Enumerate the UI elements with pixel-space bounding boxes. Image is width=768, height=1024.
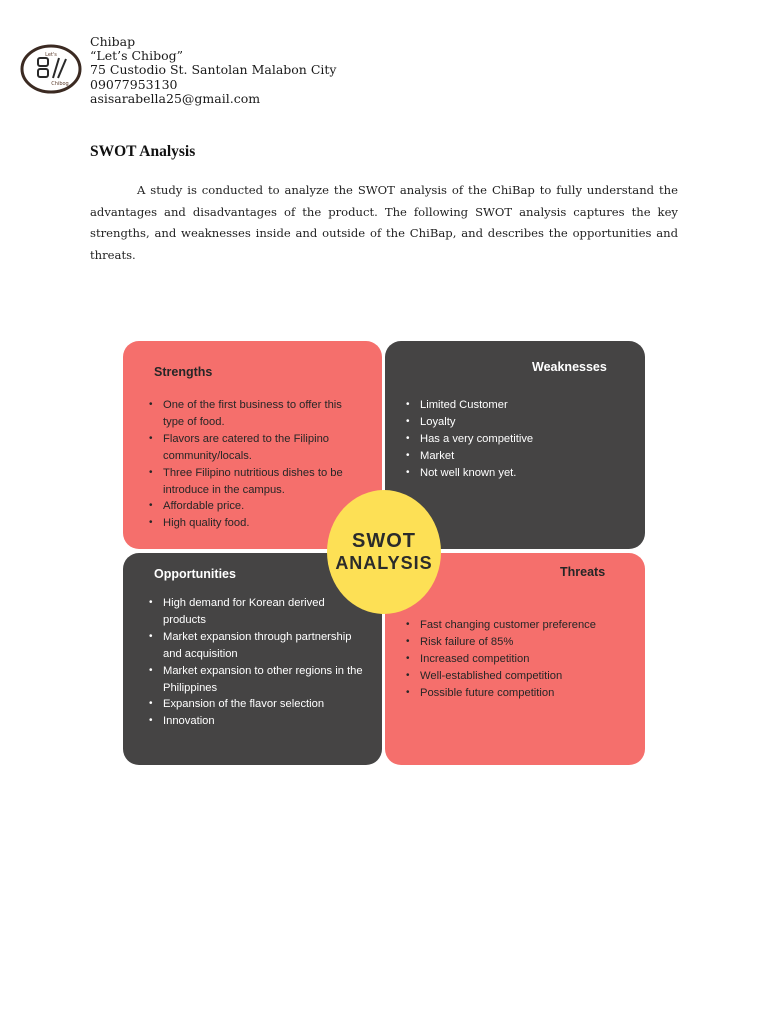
list-item-text: Market expansion to other regions in the Philippines <box>163 664 363 694</box>
list-item <box>149 498 349 515</box>
list-item <box>149 515 349 532</box>
bullet-icon: • <box>149 500 153 512</box>
bullet-icon: • <box>406 432 410 444</box>
list-item <box>406 465 626 482</box>
bullet-icon: • <box>149 597 153 608</box>
bullet-icon: • <box>406 619 410 630</box>
list-item-text: Well-established competition <box>420 669 563 682</box>
list-item <box>406 668 606 685</box>
bullet-icon: • <box>406 415 410 427</box>
company-tagline: “Let’s Chibog” <box>90 48 184 64</box>
list-item <box>406 651 606 668</box>
swot-diagram <box>120 338 648 768</box>
company-name: Chibap <box>90 34 136 49</box>
bullet-icon: • <box>149 630 153 642</box>
bullet-icon: • <box>406 669 410 681</box>
opportunities-list <box>149 595 364 730</box>
bullet-icon: • <box>406 652 410 664</box>
list-item-text: Expansion of the flavor selection <box>163 698 325 711</box>
list-item <box>406 414 626 431</box>
document-title: SWOT Analysis <box>90 143 196 160</box>
opportunities-heading: Opportunities <box>154 567 236 581</box>
list-item <box>149 431 349 465</box>
list-item-text: Market expansion through partnership and acquisition <box>163 630 352 660</box>
letterhead <box>90 35 336 106</box>
bullet-icon: • <box>149 517 153 529</box>
list-item <box>406 431 626 448</box>
list-item <box>149 663 364 697</box>
list-item <box>406 634 606 651</box>
list-item-text: Three Filipino nutritious dishes to be introduce in the campus. <box>163 466 343 496</box>
swot-center-line2: ANALYSIS <box>335 553 433 573</box>
strengths-heading: Strengths <box>154 365 213 379</box>
list-item <box>149 713 364 730</box>
list-item-text: Increased competition <box>420 652 530 665</box>
list-item <box>406 617 606 634</box>
bullet-icon: • <box>406 466 410 478</box>
swot-center-circle <box>327 490 441 614</box>
list-item <box>149 465 349 499</box>
list-item-text: Has a very competitive <box>420 432 534 445</box>
list-item-text: High quality food. <box>163 517 250 530</box>
bullet-icon: • <box>149 466 153 478</box>
list-item-text: Fast changing customer preference <box>420 619 596 631</box>
bullet-icon: • <box>406 399 410 410</box>
list-item-text: Affordable price. <box>163 500 245 513</box>
weaknesses-list <box>406 397 626 482</box>
bullet-icon: • <box>406 635 410 647</box>
threats-heading: Threats <box>560 565 606 579</box>
list-item-text: Risk failure of 85% <box>420 635 514 648</box>
list-item-text: One of the first business to offer this type of food. <box>163 399 342 428</box>
company-address: 75 Custodio St. Santolan Malabon City <box>90 62 337 78</box>
list-item-text: Innovation <box>163 715 215 728</box>
bullet-icon: • <box>149 399 153 410</box>
strengths-list <box>149 397 349 532</box>
swot-center-line1: SWOT <box>352 530 416 552</box>
bullet-icon: • <box>149 698 153 710</box>
list-item-text: Loyalty <box>420 415 456 428</box>
bullet-icon: • <box>406 686 410 698</box>
list-item <box>406 685 606 702</box>
list-item-text: Market <box>420 449 455 462</box>
bullet-icon: • <box>149 432 153 444</box>
list-item-text: Possible future competition <box>420 686 555 699</box>
list-item <box>149 629 364 663</box>
list-item <box>149 397 349 431</box>
intro-paragraph: A study is conducted to analyze the SWOT analysis of the ChiBap to fully understand the advantages and disadvantages of the product. The following SWOT analysis captures the key strengths, and weaknesses inside and outside of the ChiBap, and describes the opportunities and threats. <box>90 183 678 262</box>
list-item <box>149 595 364 629</box>
list-item <box>149 696 364 713</box>
threats-list <box>406 617 606 702</box>
bullet-icon: • <box>406 449 410 461</box>
company-logo <box>20 44 82 94</box>
weaknesses-heading: Weaknesses <box>532 360 607 374</box>
bullet-icon: • <box>149 664 153 676</box>
list-item <box>406 448 626 465</box>
company-email: asisarabella25@gmail.com <box>90 90 261 106</box>
list-item-text: Not well known yet. <box>420 466 517 479</box>
logo-text-top: Let's <box>45 52 57 58</box>
bullet-icon: • <box>149 715 153 727</box>
list-item <box>406 397 626 414</box>
list-item-text: Flavors are catered to the Filipino community/locals. <box>163 432 330 462</box>
logo-text-bottom: Chibog <box>51 81 69 87</box>
list-item-text: High demand for Korean derived products <box>163 597 325 626</box>
company-phone: 09077953130 <box>90 76 178 92</box>
list-item-text: Limited Customer <box>420 399 508 411</box>
